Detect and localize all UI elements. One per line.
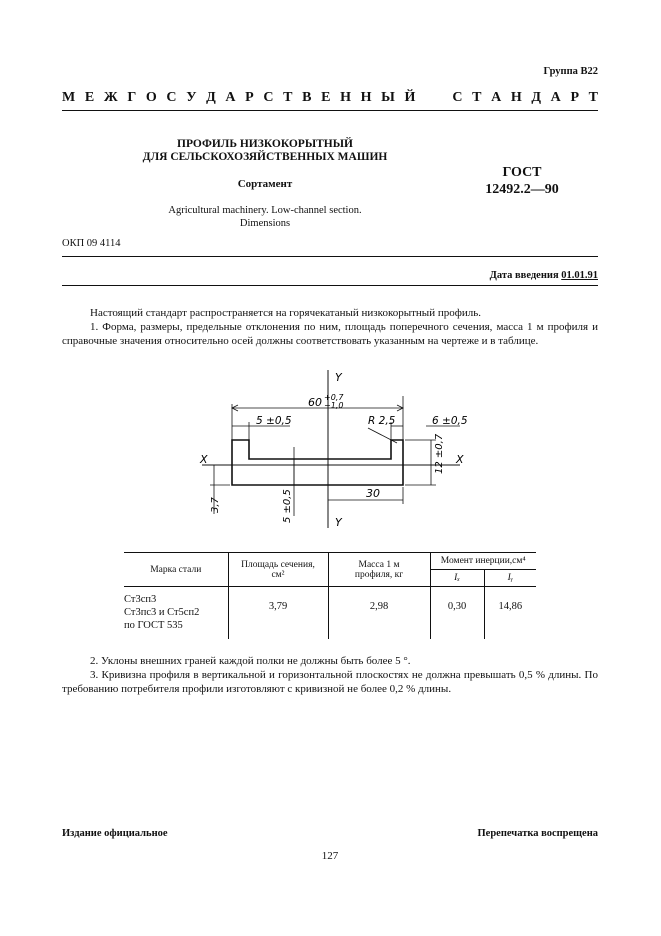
paragraph-1: 1. Форма, размеры, предельные отклонения по ним, площадь поперечного сечения, масса 1 м профиля и справочные значения относительно осей должны соответствовать указанным на чертеже и в таблице.: [62, 321, 598, 347]
banner-letter: Р: [570, 90, 579, 105]
banner-letter: М: [62, 90, 76, 105]
dim-half-label: 30: [366, 487, 380, 500]
banner-letter: Т: [472, 90, 482, 105]
dim-thickness-label: 5 ±0,5: [282, 489, 293, 523]
dim-width-tol-upper: +0,7: [324, 393, 344, 402]
banner-letter: С: [452, 90, 463, 105]
footer-reprint-prohibited: Перепечатка воспрещена: [477, 828, 598, 839]
cell-area: 3,79: [228, 587, 328, 639]
banner-letter: О: [145, 90, 157, 105]
paragraph-scope: Настоящий стандарт распространяется на горячекатаный низкокорытный профиль.: [90, 307, 481, 319]
axis-y-top: Y: [335, 371, 342, 384]
header-moment: Момент инерции,см⁴: [430, 553, 536, 570]
header-divider: [62, 110, 598, 111]
cell-mass: 2,98: [328, 587, 430, 639]
table-row: [124, 587, 536, 639]
cell-grade-line-1: Ст3сп3: [124, 594, 157, 606]
banner-letter: В: [302, 90, 312, 105]
standard-banner: [62, 90, 598, 106]
properties-table: [124, 552, 536, 639]
document-subtitle: Сортамент: [237, 178, 293, 190]
axis-y-bottom: Y: [335, 516, 342, 529]
footer-official-edition: Издание официальное: [62, 828, 168, 839]
header-ix: Iₓ: [430, 570, 484, 587]
gost-label: ГОСТ: [502, 165, 542, 180]
page-number: 127: [321, 850, 339, 862]
banner-letter: Т: [283, 90, 293, 105]
header-iy: Iᵧ: [507, 573, 513, 583]
english-title-line-2: Dimensions: [239, 218, 291, 229]
axis-x-left: X: [200, 453, 208, 466]
okp-divider: [62, 256, 598, 257]
banner-letter: Д: [206, 90, 216, 105]
header-area: Площадь сечения, см²: [228, 553, 328, 587]
banner-letter: Й: [404, 90, 416, 105]
date-divider: [62, 285, 598, 286]
banner-letter: У: [186, 90, 197, 105]
okp-code: ОКП 09 4114: [62, 238, 121, 249]
banner-gap: [425, 90, 429, 106]
cell-grade-line-2: Ст3пс3 и Ст5сп2: [124, 607, 200, 619]
cell-grade: [124, 587, 228, 639]
dim-radius-label: R 2,5: [368, 415, 396, 427]
banner-letter: Ы: [381, 90, 395, 105]
paragraph-3: 3. Кривизна профиля в вертикальной и горизонтальной плоскостях не должна превышать 0,5 % длины. По требованию потребителя профили изготовляют с кривизной не более 0,2 % длины.: [62, 669, 598, 695]
banner-letter: Т: [588, 90, 598, 105]
cell-ix: 0,30: [430, 587, 484, 639]
channel-profile-outline: [232, 440, 403, 485]
introduction-date: [490, 270, 598, 281]
axis-x-right: X: [456, 453, 464, 466]
dim-width-tol-lower: −1,0: [324, 401, 344, 410]
group-code: Группа В22: [543, 66, 598, 77]
document-title: [140, 138, 390, 164]
title-line-2: ДЛЯ СЕЛЬСКОХОЗЯЙСТВЕННЫХ МАШИН: [142, 151, 388, 163]
banner-letter: Н: [510, 90, 522, 105]
banner-gap: [439, 90, 443, 106]
paragraph-2: 2. Уклоны внешних граней каждой полки не должны быть более 5 °.: [90, 655, 411, 667]
header-grade: Марка стали: [124, 553, 228, 587]
banner-letter: Е: [84, 90, 95, 105]
dim-lip-label: 6 ±0,5: [432, 415, 468, 427]
banner-letter: Д: [531, 90, 542, 105]
banner-letter: Ж: [103, 90, 118, 105]
title-line-1: ПРОФИЛЬ НИЗКОКОРЫТНЫЙ: [177, 138, 353, 150]
banner-letter: С: [166, 90, 177, 105]
gost-number: 12492.2—90: [485, 182, 559, 197]
profile-drawing: [190, 366, 480, 532]
english-title-line-1: Agricultural machinery. Low-channel section.: [168, 205, 362, 216]
banner-letter: Н: [360, 90, 372, 105]
cell-iy: 14,86: [498, 601, 523, 612]
banner-letter: Р: [245, 90, 254, 105]
header-mass: Масса 1 м профиля, кг: [328, 553, 430, 587]
banner-letter: А: [550, 90, 561, 105]
dim-height-label: 12 ±0,7: [434, 433, 445, 474]
banner-letter: Н: [340, 90, 351, 105]
cell-grade-line-3: по ГОСТ 535: [124, 620, 183, 632]
dim-flange-label: 5 ±0,5: [256, 415, 292, 427]
banner-letter: А: [225, 90, 236, 105]
banner-letter: Е: [321, 90, 331, 105]
english-title: [140, 204, 390, 230]
banner-letter: С: [263, 90, 274, 105]
introduction-date-value: 01.01.91: [561, 270, 598, 281]
dim-centroid-label: 3,7: [210, 497, 221, 513]
banner-letter: Г: [127, 90, 137, 105]
gost-designation: [472, 164, 572, 198]
banner-letter: А: [491, 90, 502, 105]
dim-width-label: 60: [308, 396, 322, 409]
introduction-date-label: Дата введения: [489, 270, 559, 281]
